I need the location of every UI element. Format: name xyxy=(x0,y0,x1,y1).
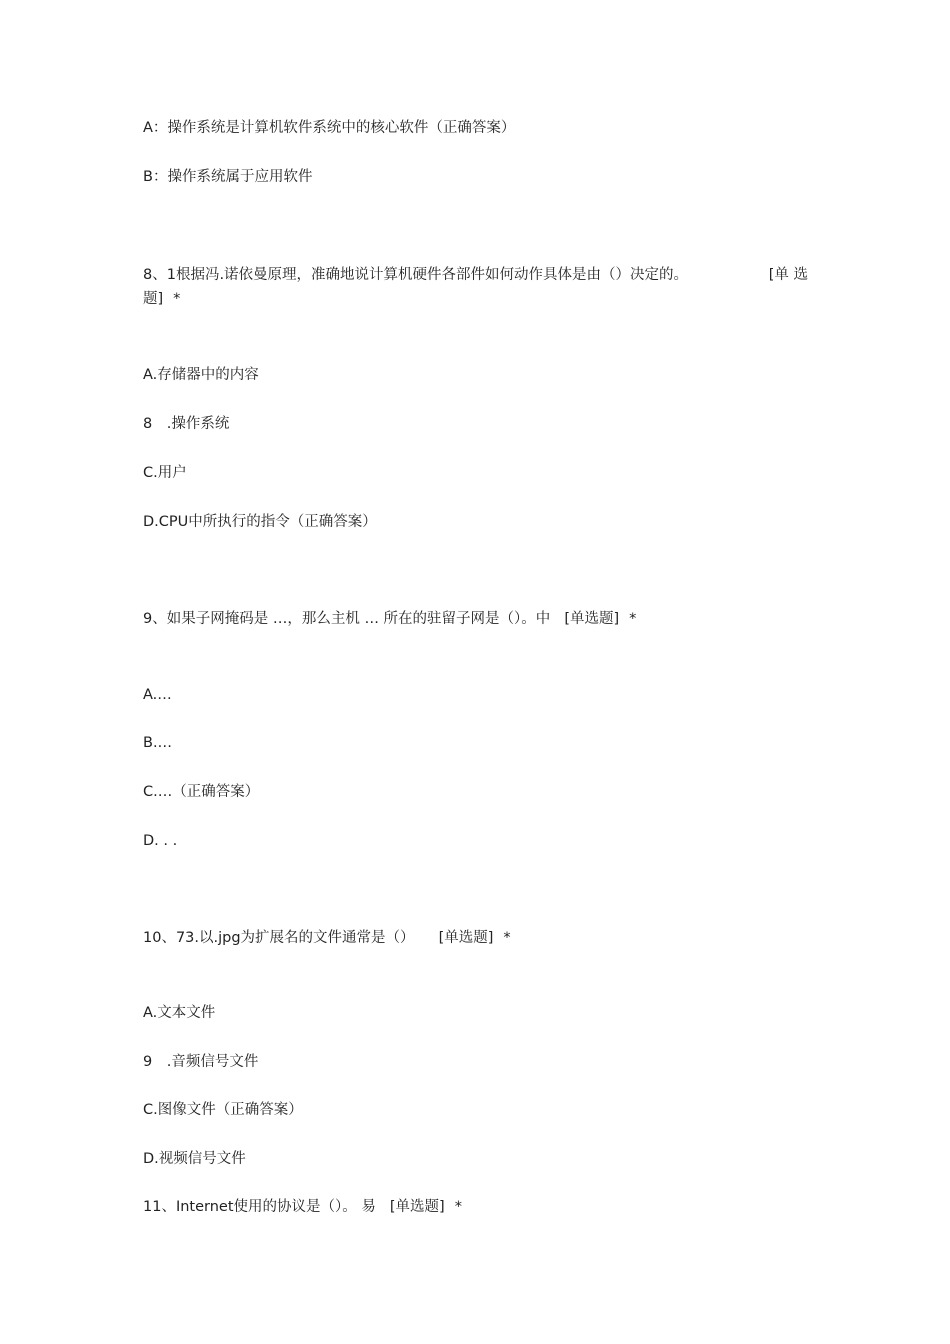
q10-required-mark: * xyxy=(503,930,511,946)
q8-required-mark: * xyxy=(173,291,181,307)
q11-required-mark: * xyxy=(454,1199,462,1215)
q9-option-d: D. . . xyxy=(143,833,178,849)
q8-stem: 8、1根据冯.诺依曼原理，准确地说计算机硬件各部件如何动作具体是由（）决定的。 xyxy=(143,267,689,283)
q8-type-part2: 题] xyxy=(143,291,164,307)
q10-option-c: C.图像文件（正确答案） xyxy=(143,1102,303,1118)
q11-question xyxy=(143,1197,462,1217)
q9-required-mark: * xyxy=(629,611,637,627)
q8-option-b: 8 .操作系统 xyxy=(143,416,230,432)
q9-stem: 9、如果子网掩码是 …，那么主机 … 所在的驻留子网是（）。中 xyxy=(143,611,551,627)
q7-option-b: B：操作系统属于应用软件 xyxy=(143,169,313,185)
q10-option-b: 9 .音频信号文件 xyxy=(143,1054,259,1070)
q11-stem: 11、Internet使用的协议是（）。 易 xyxy=(143,1199,376,1215)
q9-option-b: B.… xyxy=(143,735,173,751)
q7-option-a: A：操作系统是计算机软件系统中的核心软件（正确答案） xyxy=(143,120,516,136)
q8-option-d: D.CPU中所执行的指令（正确答案） xyxy=(143,514,377,530)
q8-question xyxy=(143,263,808,311)
q9-type: [单选题] xyxy=(564,611,620,627)
q10-type: [单选题] xyxy=(438,930,494,946)
q8-option-c: C.用户 xyxy=(143,465,187,481)
q9-option-c: C.…（正确答案） xyxy=(143,784,260,800)
q8-option-a: A.存储器中的内容 xyxy=(143,367,259,383)
q10-option-a: A.文本文件 xyxy=(143,1005,216,1021)
q10-question xyxy=(143,928,511,948)
q11-type: [单选题] xyxy=(389,1199,445,1215)
q9-question xyxy=(143,609,636,629)
q10-option-d: D.视频信号文件 xyxy=(143,1151,246,1167)
q10-stem: 10、73.以.jpg为扩展名的文件通常是（） xyxy=(143,930,415,946)
q8-type-part1: [单 选 xyxy=(768,267,808,283)
q9-option-a: A.… xyxy=(143,687,172,703)
